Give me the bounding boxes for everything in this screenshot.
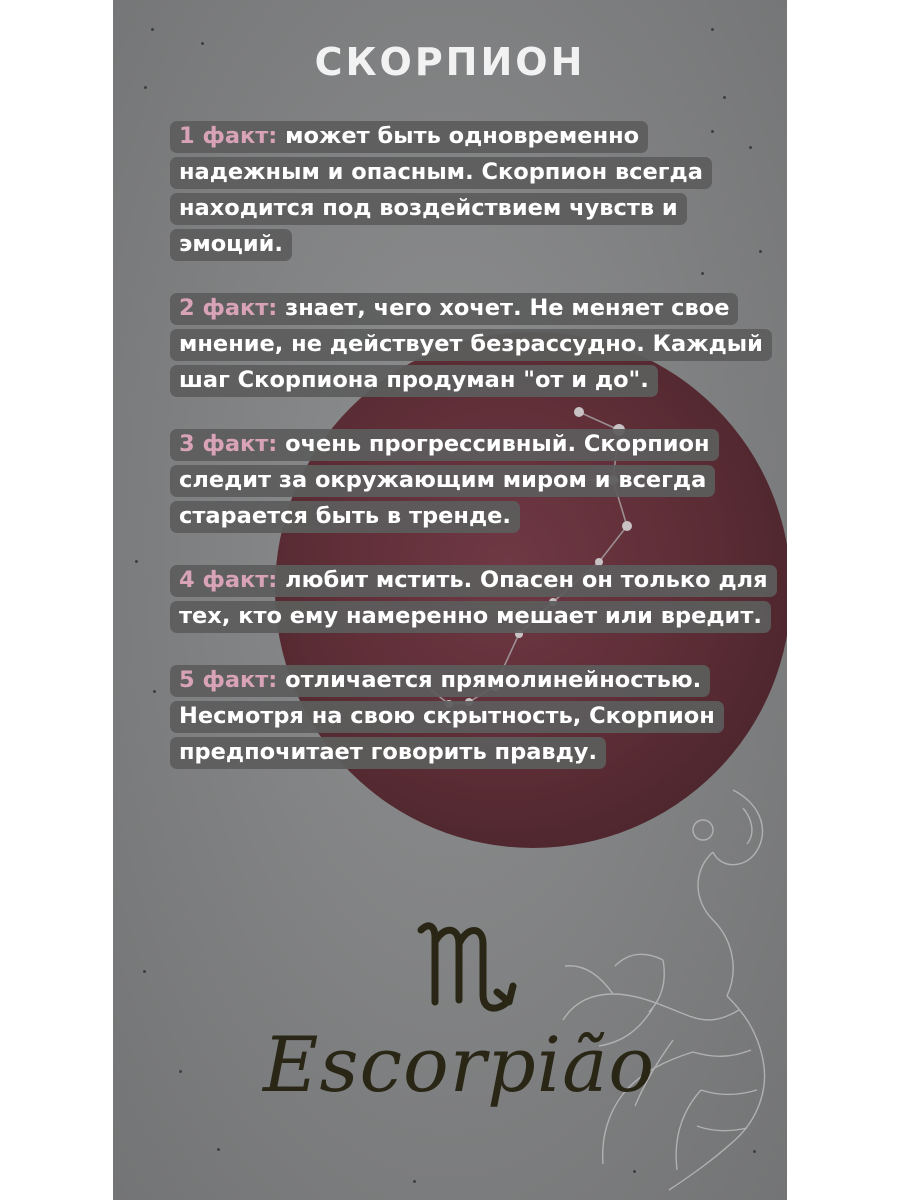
fact-item xyxy=(170,426,780,534)
speck xyxy=(723,96,726,99)
fact-text: любит мстить. Опасен он только для тех, кто ему намеренно мешает или вредит. xyxy=(179,567,768,629)
speck xyxy=(143,970,146,973)
scorpion-sketch-icon xyxy=(543,760,787,1200)
fact-highlight xyxy=(170,565,777,633)
fact-item xyxy=(170,662,780,770)
fact-text: очень прогрессивный. Скорпион следит за окружающим миром и всегда старается быть в тренде. xyxy=(179,431,710,529)
fact-highlight xyxy=(170,121,712,261)
fact-label: 4 факт: xyxy=(179,567,278,593)
speck xyxy=(151,28,154,31)
fact-item xyxy=(170,118,780,262)
fact-highlight xyxy=(170,293,772,397)
fact-text: отличается прямолинейностью. Несмотря на свою скрытность, Скорпион предпочитает говорить правду. xyxy=(179,667,715,765)
scorpio-glyph-icon xyxy=(413,912,528,1022)
speck xyxy=(153,690,156,693)
page-title: СКОРПИОН xyxy=(314,40,586,84)
fact-text: знает, чего хочет. Не меняет свое мнение, не действует безрассудно. Каждый шаг Скорпиона продуман "от и до". xyxy=(179,295,763,393)
fact-label: 2 факт: xyxy=(179,295,278,321)
fact-highlight xyxy=(170,665,724,769)
fact-label: 5 факт: xyxy=(179,667,278,693)
story-card xyxy=(113,0,787,1200)
facts-list xyxy=(170,118,780,798)
speck xyxy=(179,1070,182,1073)
fact-highlight xyxy=(170,429,719,533)
fact-label: 3 факт: xyxy=(179,431,278,457)
fact-item xyxy=(170,290,780,398)
fact-label: 1 факт: xyxy=(179,123,278,149)
speck xyxy=(413,1180,416,1183)
speck xyxy=(711,28,714,31)
fact-text: может быть одновременно надежным и опасным. Скорпион всегда находится под воздействием чувств и эмоций. xyxy=(179,123,703,257)
sign-name: Escorpião xyxy=(263,1020,656,1109)
speck xyxy=(144,86,147,89)
speck xyxy=(217,1148,220,1151)
speck xyxy=(135,560,138,563)
fact-item xyxy=(170,562,780,634)
